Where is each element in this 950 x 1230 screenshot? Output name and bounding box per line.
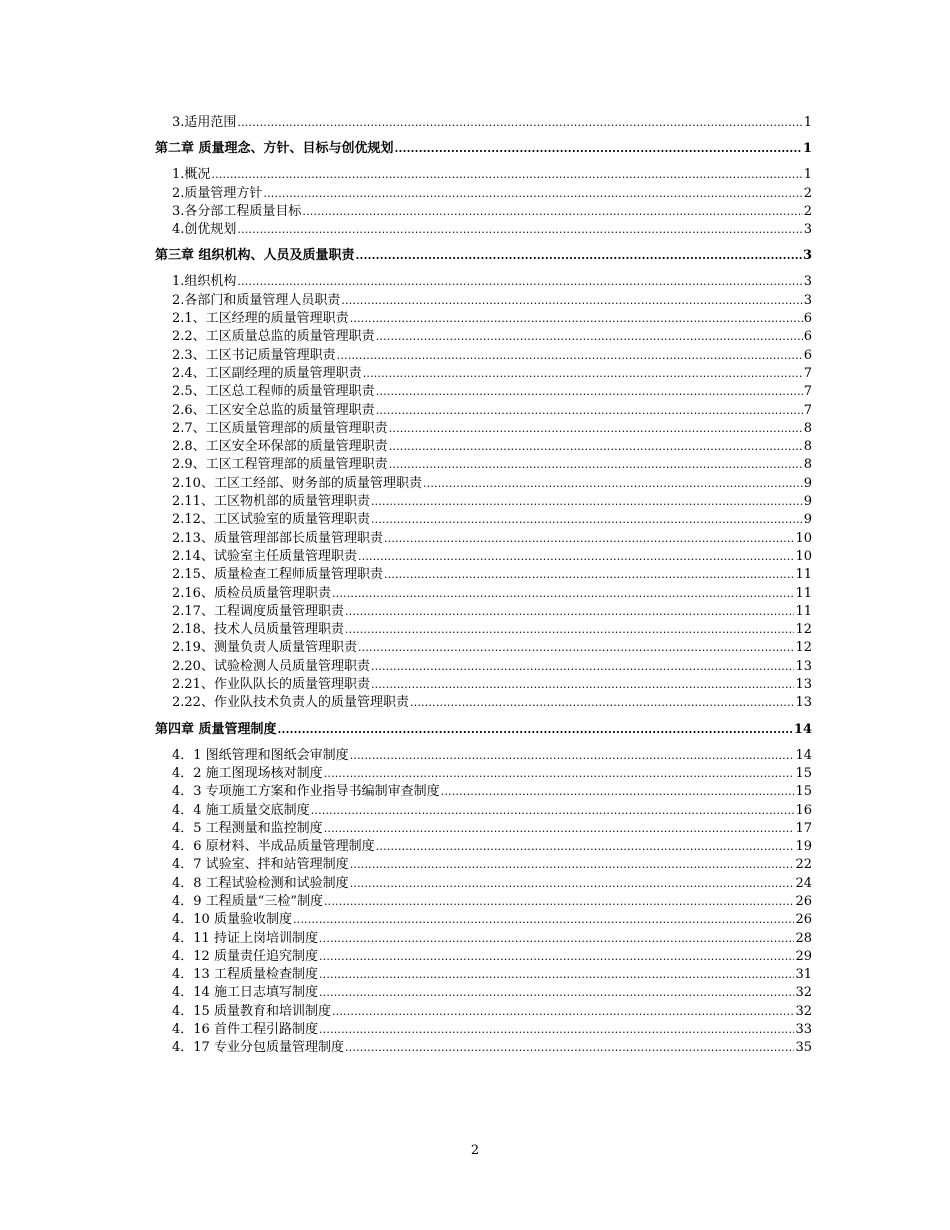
toc-entry-page: 19 <box>795 839 812 855</box>
toc-entry-title: 4．16 首件工程引路制度 <box>172 1022 318 1038</box>
toc-entry-title: 2.19、测量负责人质量管理职责 <box>172 640 357 656</box>
toc-dot-leader <box>376 838 795 856</box>
toc-dot-leader <box>237 114 802 132</box>
toc-entry[interactable] <box>155 1021 812 1039</box>
toc-dot-leader <box>263 185 802 203</box>
toc-entry-title: 2.1、工区经理的质量管理职责 <box>172 311 349 327</box>
toc-entry[interactable] <box>155 783 812 801</box>
toc-entry-page: 22 <box>795 857 812 873</box>
toc-entry[interactable] <box>155 1003 812 1021</box>
toc-entry-title: 2.7、工区质量管理部的质量管理职责 <box>172 420 388 436</box>
toc-entry[interactable] <box>155 1039 812 1057</box>
toc-entry[interactable] <box>155 438 812 456</box>
toc-entry[interactable] <box>155 566 812 584</box>
toc-entry-page: 16 <box>795 802 812 818</box>
toc-dot-leader <box>384 530 795 548</box>
toc-dot-leader <box>324 893 794 911</box>
toc-entry[interactable] <box>155 475 812 493</box>
toc-entry[interactable] <box>155 948 812 966</box>
toc-entry-page: 13 <box>795 658 812 674</box>
toc-entry-page: 15 <box>795 784 812 800</box>
toc-entry[interactable] <box>155 802 812 820</box>
toc-entry[interactable] <box>155 114 812 132</box>
toc-dot-leader <box>332 585 795 603</box>
toc-dot-leader <box>237 273 802 291</box>
toc-entry-page: 13 <box>795 677 812 693</box>
toc-entry-title: 4．9 工程质量“三检”制度 <box>172 893 323 909</box>
toc-dot-leader <box>371 676 795 694</box>
toc-entry-title: 2.各部门和质量管理人员职责 <box>172 292 341 308</box>
toc-entry-title: 4．11 持证上岗培训制度 <box>172 930 318 946</box>
toc-dot-leader <box>319 1021 795 1039</box>
toc-entry-title: 2.3、工区书记质量管理职责 <box>172 347 336 363</box>
toc-entry-title: 4．14 施工日志填写制度 <box>172 985 318 1001</box>
toc-dot-leader <box>376 402 803 420</box>
toc-dot-leader <box>211 166 802 184</box>
toc-entry[interactable] <box>155 203 812 221</box>
toc-entry-page: 13 <box>795 695 812 711</box>
toc-dot-leader <box>319 948 795 966</box>
toc-dot-leader <box>311 802 795 820</box>
toc-entry[interactable] <box>155 221 812 239</box>
toc-entry-page: 9 <box>803 494 812 510</box>
toc-entry-title: 4．10 质量验收制度 <box>172 912 292 928</box>
toc-entry-page: 3 <box>803 222 812 238</box>
toc-entry[interactable] <box>155 511 812 529</box>
toc-entry-page: 6 <box>803 329 812 345</box>
toc-entry-page: 3 <box>802 248 812 264</box>
toc-entry-page: 1 <box>802 141 812 157</box>
toc-dot-leader <box>337 347 803 365</box>
toc-entry-page: 7 <box>803 384 812 400</box>
toc-dot-leader <box>350 856 795 874</box>
toc-entry[interactable] <box>155 585 812 603</box>
toc-dot-leader <box>410 694 795 712</box>
toc-entry[interactable] <box>155 493 812 511</box>
toc-entry-page: 35 <box>795 1040 812 1056</box>
toc-entry[interactable] <box>155 292 812 310</box>
toc-entry-page: 32 <box>795 1003 812 1019</box>
toc-entry[interactable] <box>155 420 812 438</box>
toc-entry-page: 9 <box>803 512 812 528</box>
toc-entry-title: 4．1 图纸管理和图纸会审制度 <box>172 747 349 763</box>
toc-dot-leader <box>389 438 803 456</box>
toc-dot-leader <box>356 245 802 267</box>
toc-dot-leader <box>319 966 795 984</box>
toc-dot-leader <box>384 566 795 584</box>
toc-entry-title: 1.组织机构 <box>172 274 237 290</box>
toc-entry-page: 7 <box>803 365 812 381</box>
toc-dot-leader <box>278 719 793 741</box>
toc-entry[interactable] <box>155 658 812 676</box>
page-number: 2 <box>470 1143 480 1158</box>
toc-entry[interactable] <box>155 185 812 203</box>
toc-entry-page: 11 <box>795 585 812 601</box>
toc-dot-leader <box>358 639 795 657</box>
toc-entry[interactable] <box>155 930 812 948</box>
table-of-contents <box>155 114 812 1058</box>
toc-entry-title: 2.5、工区总工程师的质量管理职责 <box>172 384 375 400</box>
toc-entry-page: 10 <box>795 530 812 546</box>
toc-dot-leader <box>319 930 795 948</box>
toc-entry[interactable] <box>155 694 812 712</box>
toc-dot-leader <box>345 621 795 639</box>
toc-entry-title: 4.创优规划 <box>172 222 237 238</box>
toc-entry-title: 2.21、作业队队长的质量管理职责 <box>172 677 370 693</box>
toc-dot-leader <box>293 911 795 929</box>
toc-entry[interactable] <box>155 273 812 291</box>
toc-entry[interactable] <box>155 347 812 365</box>
toc-dot-leader <box>389 420 803 438</box>
toc-entry-title: 第三章 组织机构、人员及质量职责 <box>155 248 355 264</box>
toc-entry[interactable] <box>155 621 812 639</box>
toc-entry-page: 2 <box>803 185 812 201</box>
toc-entry-title: 4．15 质量教育和培训制度 <box>172 1003 331 1019</box>
toc-dot-leader <box>389 456 803 474</box>
toc-entry-page: 11 <box>795 603 812 619</box>
toc-entry-title: 2.2、工区质量总监的质量管理职责 <box>172 329 375 345</box>
toc-dot-leader <box>350 875 795 893</box>
toc-dot-leader <box>358 548 795 566</box>
toc-entry-title: 2.16、质检员质量管理职责 <box>172 585 331 601</box>
toc-entry-title: 4．12 质量责任追究制度 <box>172 948 318 964</box>
toc-entry-page: 14 <box>795 747 812 763</box>
toc-entry-title: 3.适用范围 <box>172 115 237 130</box>
toc-entry-page: 9 <box>803 475 812 491</box>
toc-dot-leader <box>371 658 795 676</box>
toc-entry-page: 29 <box>795 948 812 964</box>
toc-chapter-entry[interactable] <box>155 138 812 160</box>
toc-entry-title: 4．3 专项施工方案和作业指导书编制审查制度 <box>172 784 440 800</box>
toc-dot-leader <box>345 1039 795 1057</box>
toc-entry-page: 33 <box>795 1022 812 1038</box>
toc-entry-page: 6 <box>803 311 812 327</box>
toc-entry-title: 2.13、质量管理部部长质量管理职责 <box>172 530 383 546</box>
toc-entry-page: 6 <box>803 347 812 363</box>
toc-entry-title: 2.22、作业队技术负责人的质量管理职责 <box>172 695 409 711</box>
toc-entry[interactable] <box>155 548 812 566</box>
toc-entry[interactable] <box>155 875 812 893</box>
toc-dot-leader <box>319 984 795 1002</box>
toc-entry-page: 2 <box>803 203 812 219</box>
toc-dot-leader <box>376 328 803 346</box>
toc-entry-title: 4．17 专业分包质量管理制度 <box>172 1040 344 1056</box>
toc-dot-leader <box>302 203 802 221</box>
toc-entry-page: 11 <box>795 567 812 583</box>
toc-entry-page: 3 <box>803 274 812 290</box>
toc-dot-leader <box>332 1003 795 1021</box>
toc-dot-leader <box>371 493 803 511</box>
toc-entry-page: 17 <box>795 820 812 836</box>
toc-entry-title: 2.8、工区安全环保部的质量管理职责 <box>172 439 388 455</box>
toc-dot-leader <box>395 138 802 160</box>
toc-entry-title: 4．8 工程试验检测和试验制度 <box>172 875 349 891</box>
toc-entry-page: 31 <box>795 967 812 983</box>
toc-entry-title: 2.15、质量检查工程师质量管理职责 <box>172 567 383 583</box>
toc-entry[interactable] <box>155 328 812 346</box>
toc-entry[interactable] <box>155 603 812 621</box>
toc-entry-title: 2.20、试验检测人员质量管理职责 <box>172 658 370 674</box>
toc-entry-title: 4．2 施工图现场核对制度 <box>172 765 323 781</box>
toc-entry-title: 2.18、技术人员质量管理职责 <box>172 622 344 638</box>
toc-entry[interactable] <box>155 365 812 383</box>
toc-entry-title: 3.各分部工程质量目标 <box>172 203 302 219</box>
toc-entry-title: 2.质量管理方针 <box>172 185 263 201</box>
toc-entry-title: 第二章 质量理念、方针、目标与创优规划 <box>155 141 394 157</box>
toc-entry-page: 12 <box>795 622 812 638</box>
toc-entry-page: 3 <box>803 292 812 308</box>
toc-entry[interactable] <box>155 310 812 328</box>
toc-entry-title: 4．7 试验室、拌和站管理制度 <box>172 857 349 873</box>
toc-entry-page: 10 <box>795 548 812 564</box>
toc-entry-page: 26 <box>795 893 812 909</box>
toc-dot-leader <box>363 365 803 383</box>
toc-entry-title: 2.14、试验室主任质量管理职责 <box>172 548 357 564</box>
toc-entry-title: 4．5 工程测量和监控制度 <box>172 820 323 836</box>
toc-chapter-entry[interactable] <box>155 245 812 267</box>
toc-entry[interactable] <box>155 747 812 765</box>
toc-entry[interactable] <box>155 456 812 474</box>
toc-entry-title: 第四章 质量管理制度 <box>155 721 277 737</box>
toc-dot-leader <box>237 221 802 239</box>
toc-entry[interactable] <box>155 966 812 984</box>
toc-entry-title: 2.6、工区安全总监的质量管理职责 <box>172 402 375 418</box>
toc-entry-page: 7 <box>803 402 812 418</box>
toc-chapter-entry[interactable] <box>155 719 812 741</box>
toc-entry-title: 2.11、工区物机部的质量管理职责 <box>172 494 370 510</box>
toc-dot-leader <box>350 747 795 765</box>
toc-entry-title: 4．4 施工质量交底制度 <box>172 802 310 818</box>
toc-entry-page: 8 <box>803 457 812 473</box>
toc-dot-leader <box>341 292 802 310</box>
toc-entry-page: 32 <box>795 985 812 1001</box>
toc-entry[interactable] <box>155 911 812 929</box>
toc-entry-title: 4．6 原材料、半成品质量管理制度 <box>172 839 375 855</box>
toc-entry-page: 28 <box>795 930 812 946</box>
toc-dot-leader <box>350 310 803 328</box>
toc-entry-title: 2.9、工区工程管理部的质量管理职责 <box>172 457 388 473</box>
toc-entry[interactable] <box>155 166 812 184</box>
toc-entry-page: 26 <box>795 912 812 928</box>
toc-entry-page: 24 <box>795 875 812 891</box>
toc-entry[interactable] <box>155 984 812 1002</box>
toc-entry[interactable] <box>155 838 812 856</box>
toc-entry[interactable] <box>155 676 812 694</box>
toc-entry[interactable] <box>155 402 812 420</box>
toc-entry[interactable] <box>155 893 812 911</box>
toc-entry-page: 15 <box>795 765 812 781</box>
toc-entry-title: 2.10、工区工经部、财务部的质量管理职责 <box>172 475 422 491</box>
toc-entry-title: 1.概况 <box>172 167 211 183</box>
toc-dot-leader <box>345 603 795 621</box>
toc-entry[interactable] <box>155 639 812 657</box>
toc-dot-leader <box>324 765 795 783</box>
toc-entry[interactable] <box>155 856 812 874</box>
toc-entry[interactable] <box>155 820 812 838</box>
toc-entry-page: 8 <box>803 439 812 455</box>
toc-entry[interactable] <box>155 530 812 548</box>
toc-entry-page: 12 <box>795 640 812 656</box>
toc-dot-leader <box>441 783 795 801</box>
toc-dot-leader <box>423 475 803 493</box>
toc-entry-title: 2.17、工程调度质量管理职责 <box>172 603 344 619</box>
toc-entry[interactable] <box>155 383 812 401</box>
toc-entry-page: 1 <box>803 115 812 130</box>
toc-entry-title: 2.12、工区试验室的质量管理职责 <box>172 512 370 528</box>
toc-entry-page: 1 <box>803 167 812 183</box>
toc-entry-page: 8 <box>803 420 812 436</box>
toc-dot-leader <box>324 820 795 838</box>
toc-dot-leader <box>371 511 803 529</box>
toc-entry-title: 2.4、工区副经理的质量管理职责 <box>172 365 362 381</box>
toc-entry[interactable] <box>155 765 812 783</box>
toc-entry-page: 14 <box>793 721 812 737</box>
toc-dot-leader <box>376 383 803 401</box>
toc-entry-title: 4．13 工程质量检查制度 <box>172 967 318 983</box>
